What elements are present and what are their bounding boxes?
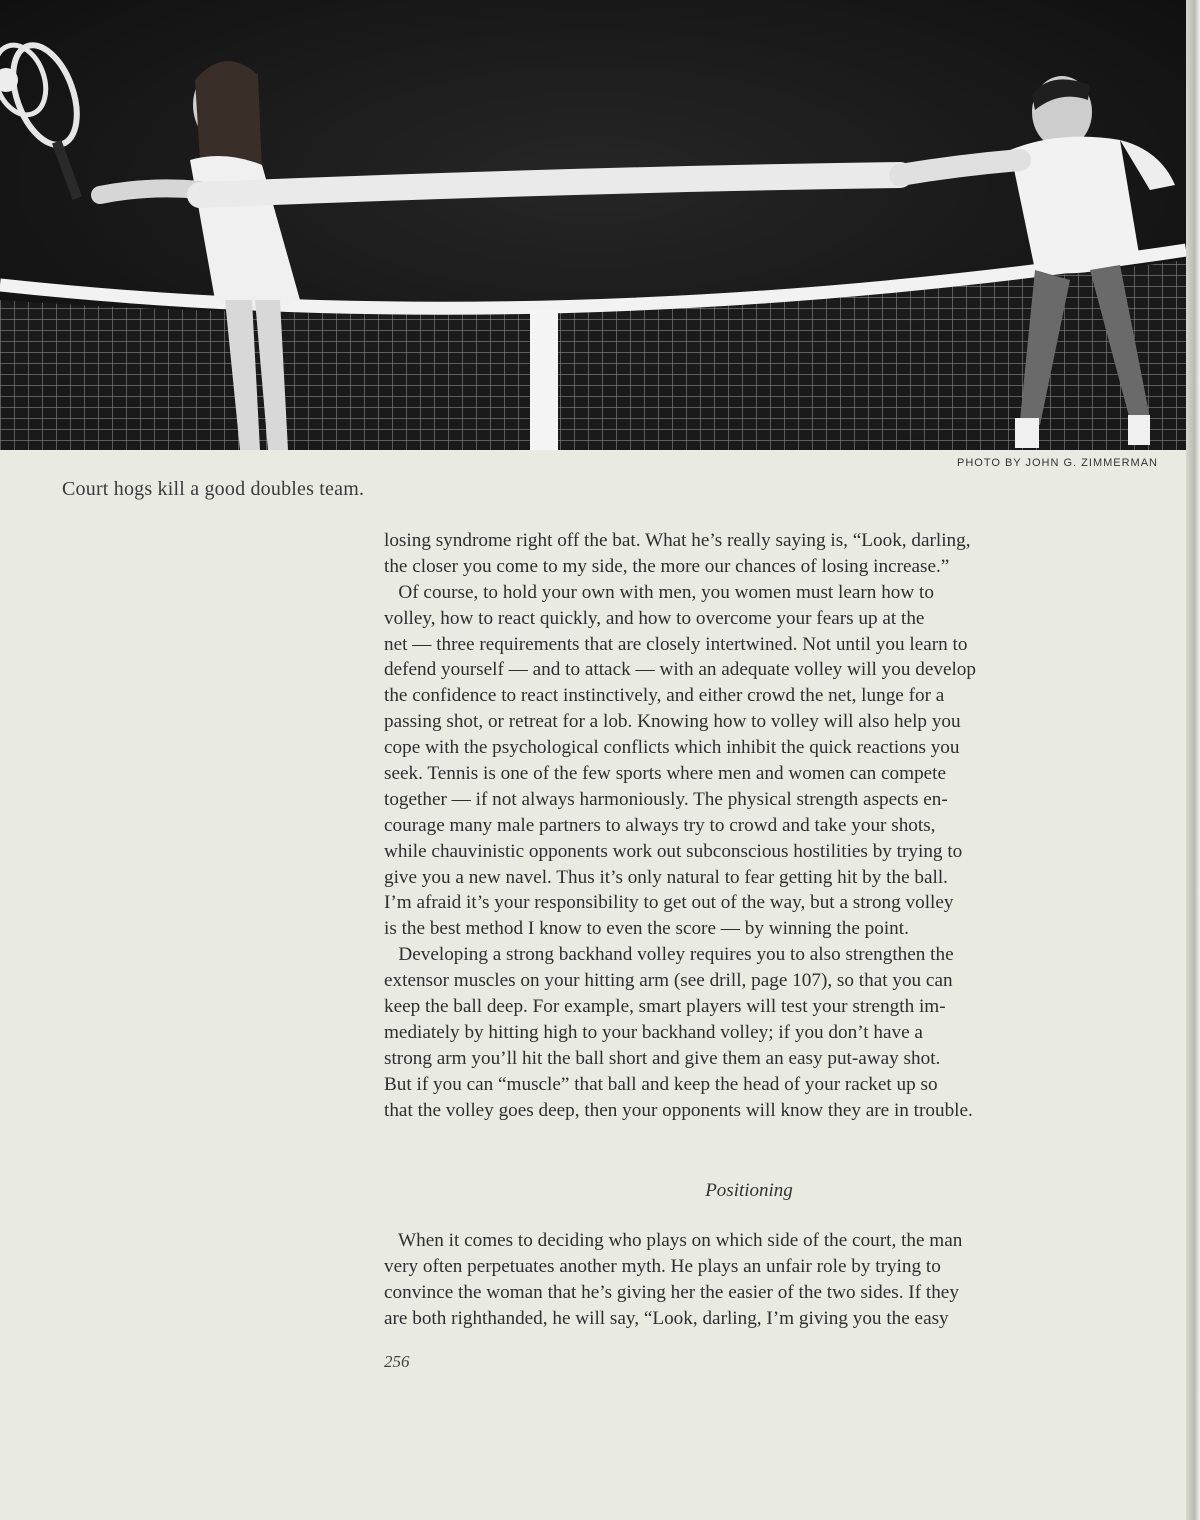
text-line: Of course, to hold your own with men, you women must learn how to [384, 581, 934, 603]
text-line: while chauvinistic opponents work out subconscious hostilities by trying to [384, 840, 963, 862]
text-line: mediately by hitting high to your backhand volley; if you don’t have a [384, 1021, 923, 1043]
text-line: Developing a strong backhand volley requires you to also strengthen the [384, 944, 954, 966]
text-line: cope with the psychological conflicts which inhibit the quick reactions you [384, 737, 960, 759]
page-gutter-shadow [1186, 0, 1200, 1520]
text-line: I’m afraid it’s your responsibility to get out of the way, but a strong volley [384, 892, 954, 914]
text-line: is the best method I know to even the score — by winning the point. [384, 918, 909, 940]
text-line: strong arm you’ll hit the ball short and give them an easy put-away shot. [384, 1047, 941, 1069]
body-text [384, 528, 1114, 1123]
photo-credit: PHOTO BY JOHN G. ZIMMERMAN [957, 457, 1158, 469]
section-text [384, 1228, 1114, 1332]
text-line: courage many male partners to always try to crowd and take your shots, [384, 814, 936, 836]
text-line: very often perpetuates another myth. He plays an unfair role by trying to [384, 1256, 941, 1277]
text-line: give you a new navel. Thus it’s only natural to fear getting hit by the ball. [384, 866, 948, 888]
text-line: defend yourself — and to attack — with an adequate volley will you develop [384, 659, 976, 681]
text-line: convince the woman that he’s giving her the easier of the two sides. If they [384, 1282, 959, 1303]
page-number: 256 [384, 1352, 410, 1371]
text-line: seek. Tennis is one of the few sports where men and women can compete [384, 763, 947, 785]
text-line: But if you can “muscle” that ball and keep the head of your racket up so [384, 1073, 938, 1095]
text-line: that the volley goes deep, then your opponents will know they are in trouble. [384, 1099, 973, 1121]
text-line: the closer you come to my side, the more our chances of losing increase.” [384, 555, 950, 577]
text-line: keep the ball deep. For example, smart players will test your strength im- [384, 996, 946, 1018]
text-line: losing syndrome right off the bat. What he’s really saying is, “Look, darling, [384, 530, 971, 551]
tennis-photo-illustration [0, 0, 1186, 450]
text-line: extensor muscles on your hitting arm (see drill, page 107), so that you can [384, 970, 953, 992]
tennis-photo [0, 0, 1186, 450]
photo-caption: Court hogs kill a good doubles team. [62, 478, 365, 500]
text-line: the confidence to react instinctively, and either crowd the net, lunge for a [384, 685, 945, 707]
text-line: net — three requirements that are closely intertwined. Not until you learn to [384, 633, 968, 655]
text-line: passing shot, or retreat for a lob. Knowing how to volley will also help you [384, 711, 961, 733]
section-heading: Positioning [705, 1180, 793, 1201]
text-line: volley, how to react quickly, and how to overcome your fears up at the [384, 607, 925, 629]
text-line: together — if not always harmoniously. The physical strength aspects en- [384, 788, 948, 810]
text-line: When it comes to deciding who plays on which side of the court, the man [384, 1230, 963, 1251]
text-line: are both righthanded, he will say, “Look, darling, I’m giving you the easy [384, 1308, 949, 1329]
